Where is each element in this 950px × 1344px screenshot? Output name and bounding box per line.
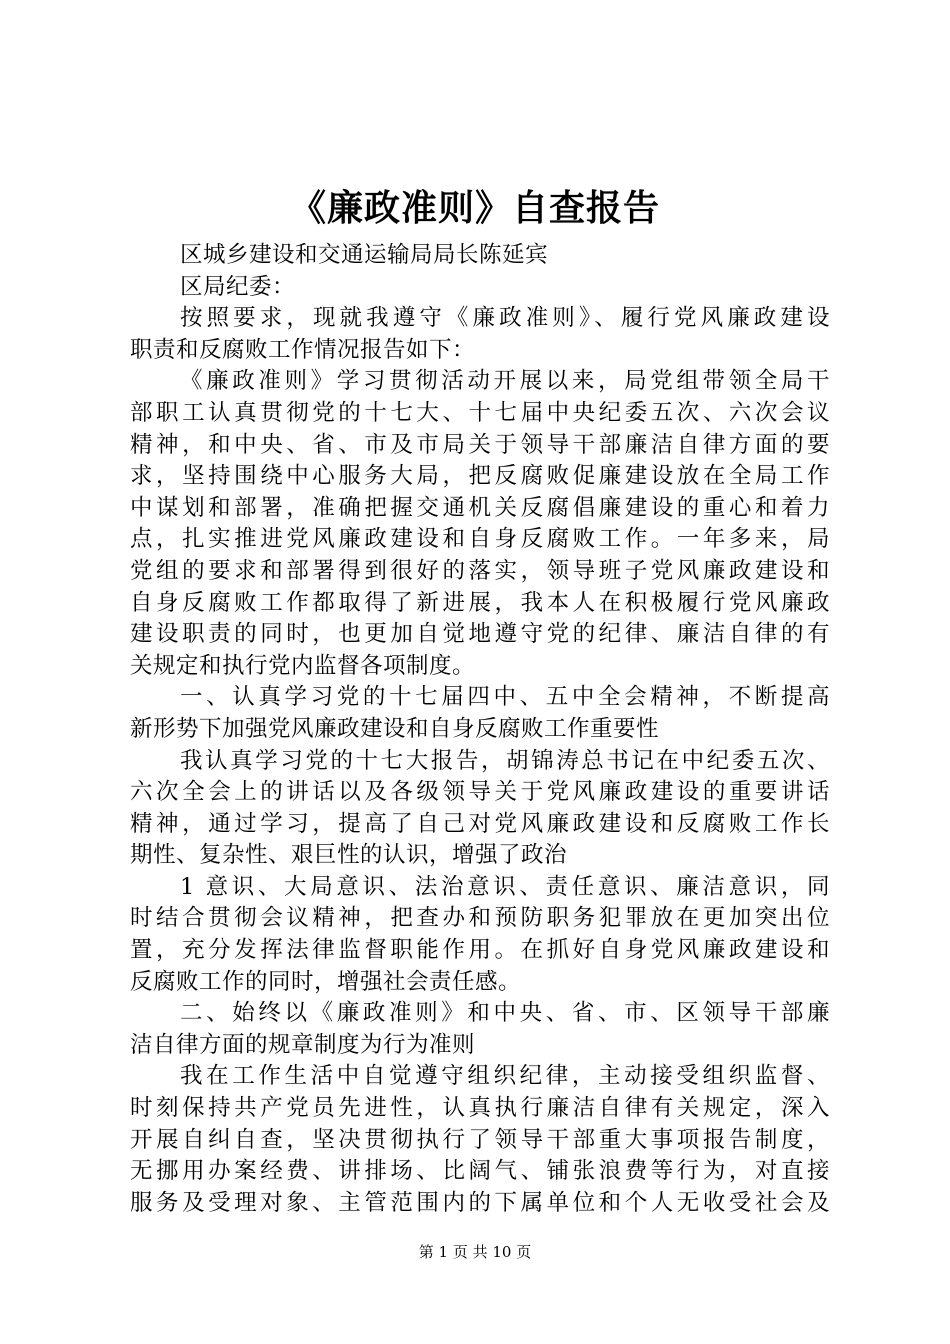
- text-line: 六次全会上的讲话以及各级领导关于党风廉政建设的重要讲话: [130, 779, 830, 806]
- text-line: 精神，和中央、省、市及市局关于领导干部廉洁自律方面的要: [130, 431, 830, 458]
- text-line: 精神，通过学习，提高了自己对党风廉政建设和反腐败工作长: [130, 810, 830, 837]
- text-line: 1 意识、大局意识、法治意识、责任意识、廉洁意识，同: [180, 873, 830, 900]
- text-line: 我在工作生活中自觉遵守组织纪律，主动接受组织监督、: [180, 1063, 830, 1090]
- text-line: 部职工认真贯彻党的十七大、十七届中央纪委五次、六次会议: [130, 399, 830, 426]
- text-line: 洁自律方面的规章制度为行为准则: [130, 1031, 476, 1058]
- document-title: 《廉政准则》自查报告: [289, 187, 660, 229]
- page-number-footer: 第 1 页 共 10 页: [418, 1243, 532, 1261]
- text-line: 期性、复杂性、艰巨性的认识，增强了政治: [130, 842, 568, 869]
- text-line: 我认真学习党的十七大报告，胡锦涛总书记在中纪委五次、: [180, 747, 830, 774]
- text-line: 一、认真学习党的十七届四中、五中全会精神，不断提高: [180, 684, 830, 711]
- text-line: 反腐败工作的同时，增强社会责任感。: [130, 968, 522, 995]
- text-line: 建设职责的同时，也更加自觉地遵守党的纪律、廉洁自律的有: [130, 621, 830, 648]
- text-line: 关规定和执行党内监督各项制度。: [130, 652, 476, 679]
- text-line: 中谋划和部署，准确把握交通机关反腐倡廉建设的重心和着力: [130, 494, 830, 521]
- text-line: 置，充分发挥法律监督职能作用。在抓好自身党风廉政建设和: [130, 937, 830, 964]
- text-line: 党组的要求和部署得到很好的落实，领导班子党风廉政建设和: [130, 557, 830, 584]
- text-line: 二、始终以《廉政准则》和中央、省、市、区领导干部廉: [180, 1000, 830, 1027]
- text-line: 按照要求，现就我遵守《廉政准则》、履行党风廉政建设: [180, 305, 830, 332]
- document-body: [130, 240, 830, 1219]
- text-line: 时结合贯彻会议精神，把查办和预防职务犯罪放在更加突出位: [130, 905, 830, 932]
- text-line: 新形势下加强党风廉政建设和自身反腐败工作重要性: [130, 715, 660, 742]
- text-line: 时刻保持共产党员先进性，认真执行廉洁自律有关规定，深入: [130, 1095, 830, 1122]
- text-line: 区局纪委：: [180, 273, 296, 300]
- text-line: 职责和反腐败工作情况报告如下：: [130, 336, 476, 363]
- text-line: 自身反腐败工作都取得了新进展，我本人在积极履行党风廉政: [130, 589, 830, 616]
- text-line: 开展自纠自查，坚决贯彻执行了领导干部重大事项报告制度，: [130, 1126, 830, 1153]
- text-line: 无挪用办案经费、讲排场、比阔气、铺张浪费等行为，对直接: [130, 1158, 830, 1185]
- text-line: 求，坚持围绕中心服务大局，把反腐败促廉建设放在全局工作: [130, 463, 830, 490]
- text-line: 区城乡建设和交通运输局局长陈延宾: [180, 242, 549, 268]
- text-line: 点，扎实推进党风廉政建设和自身反腐败工作。一年多来，局: [130, 526, 830, 553]
- text-line: 《廉政准则》学习贯彻活动开展以来，局党组带领全局干: [180, 368, 830, 395]
- text-line: 服务及受理对象、主管范围内的下属单位和个人无收受社会及: [130, 1189, 830, 1216]
